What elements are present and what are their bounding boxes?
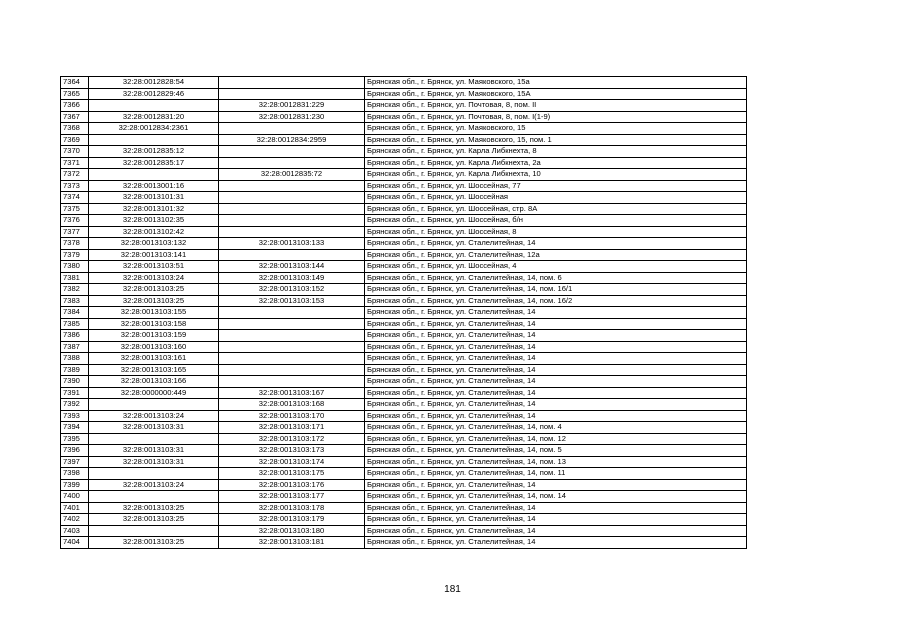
page-number: 181 [444,584,461,595]
row-number-cell: 7364 [61,77,89,89]
row-number-cell: 7397 [61,456,89,468]
object-cadastral-number-cell [219,180,365,192]
address-cell: Брянская обл., г. Брянск, ул. Шоссейная, 77 [365,180,747,192]
object-cadastral-number-cell [219,226,365,238]
table-row [61,479,747,491]
address-cell: Брянская обл., г. Брянск, ул. Шоссейная, 8 [365,226,747,238]
row-number-cell: 7378 [61,238,89,250]
table-row [61,100,747,112]
row-number-cell: 7374 [61,192,89,204]
land-plot-cadastral-number-cell [89,468,219,480]
table-row [61,341,747,353]
address-cell: Брянская обл., г. Брянск, ул. Сталелитейная, 14 [365,341,747,353]
table-row [61,203,747,215]
land-plot-cadastral-number-cell: 32:28:0013102:42 [89,226,219,238]
table-row [61,238,747,250]
address-cell: Брянская обл., г. Брянск, ул. Сталелитейная, 12а [365,249,747,261]
table-row [61,364,747,376]
table-row [61,169,747,181]
object-cadastral-number-cell: 32:28:0013103:152 [219,284,365,296]
land-plot-cadastral-number-cell: 32:28:0012835:17 [89,157,219,169]
object-cadastral-number-cell [219,341,365,353]
address-cell: Брянская обл., г. Брянск, ул. Сталелитейная, 14 [365,238,747,250]
row-number-cell: 7400 [61,491,89,503]
object-cadastral-number-cell: 32:28:0013103:153 [219,295,365,307]
land-plot-cadastral-number-cell: 32:28:0012831:20 [89,111,219,123]
row-number-cell: 7370 [61,146,89,158]
address-cell: Брянская обл., г. Брянск, ул. Маяковского, 15 [365,123,747,135]
address-cell: Брянская обл., г. Брянск, ул. Маяковского, 15, пом. 1 [365,134,747,146]
object-cadastral-number-cell: 32:28:0013103:144 [219,261,365,273]
address-cell: Брянская обл., г. Брянск, ул. Сталелитейная, 14, пом. 12 [365,433,747,445]
address-cell: Брянская обл., г. Брянск, ул. Сталелитейная, 14, пом. 13 [365,456,747,468]
address-cell: Брянская обл., г. Брянск, ул. Маяковского, 15А [365,88,747,100]
land-plot-cadastral-number-cell: 32:28:0013103:161 [89,353,219,365]
address-cell: Брянская обл., г. Брянск, ул. Почтовая, 8, пом. I(1-9) [365,111,747,123]
land-plot-cadastral-number-cell [89,169,219,181]
object-cadastral-number-cell: 32:28:0013103:171 [219,422,365,434]
row-number-cell: 7394 [61,422,89,434]
table-row [61,468,747,480]
land-plot-cadastral-number-cell: 32:28:0013103:51 [89,261,219,273]
object-cadastral-number-cell [219,77,365,89]
row-number-cell: 7392 [61,399,89,411]
object-cadastral-number-cell [219,376,365,388]
row-number-cell: 7390 [61,376,89,388]
land-plot-cadastral-number-cell [89,491,219,503]
table-row [61,537,747,549]
land-plot-cadastral-number-cell: 32:28:0013103:25 [89,284,219,296]
row-number-cell: 7387 [61,341,89,353]
address-cell: Брянская обл., г. Брянск, ул. Шоссейная, стр. 8А [365,203,747,215]
row-number-cell: 7367 [61,111,89,123]
land-plot-cadastral-number-cell: 32:28:0013101:31 [89,192,219,204]
table-row [61,123,747,135]
table-row [61,215,747,227]
address-cell: Брянская обл., г. Брянск, ул. Сталелитейная, 14 [365,410,747,422]
land-plot-cadastral-number-cell [89,525,219,537]
table-row [61,399,747,411]
address-cell: Брянская обл., г. Брянск, ул. Сталелитейная, 14 [365,307,747,319]
row-number-cell: 7402 [61,514,89,526]
row-number-cell: 7396 [61,445,89,457]
table-row [61,376,747,388]
row-number-cell: 7366 [61,100,89,112]
object-cadastral-number-cell [219,203,365,215]
land-plot-cadastral-number-cell: 32:28:0013103:31 [89,422,219,434]
object-cadastral-number-cell [219,249,365,261]
land-plot-cadastral-number-cell: 32:28:0013103:159 [89,330,219,342]
table-row [61,157,747,169]
land-plot-cadastral-number-cell: 32:28:0013103:24 [89,410,219,422]
object-cadastral-number-cell: 32:28:0013103:181 [219,537,365,549]
object-cadastral-number-cell [219,307,365,319]
land-plot-cadastral-number-cell: 32:28:0013103:141 [89,249,219,261]
land-plot-cadastral-number-cell: 32:28:0013103:31 [89,445,219,457]
row-number-cell: 7372 [61,169,89,181]
table-row [61,272,747,284]
table-row [61,445,747,457]
table-row [61,387,747,399]
row-number-cell: 7389 [61,364,89,376]
address-cell: Брянская обл., г. Брянск, ул. Сталелитейная, 14, пом. 14 [365,491,747,503]
land-plot-cadastral-number-cell [89,134,219,146]
land-plot-cadastral-number-cell [89,399,219,411]
land-plot-cadastral-number-cell: 32:28:0012834:2361 [89,123,219,135]
address-cell: Брянская обл., г. Брянск, ул. Почтовая, 8, пом. II [365,100,747,112]
object-cadastral-number-cell [219,146,365,158]
row-number-cell: 7383 [61,295,89,307]
land-plot-cadastral-number-cell [89,433,219,445]
object-cadastral-number-cell: 32:28:0013103:175 [219,468,365,480]
row-number-cell: 7403 [61,525,89,537]
table-row [61,249,747,261]
land-plot-cadastral-number-cell: 32:28:0013103:166 [89,376,219,388]
row-number-cell: 7398 [61,468,89,480]
land-plot-cadastral-number-cell: 32:28:0013103:25 [89,537,219,549]
row-number-cell: 7365 [61,88,89,100]
object-cadastral-number-cell: 32:28:0013103:173 [219,445,365,457]
table-row [61,433,747,445]
table-row [61,514,747,526]
table-row [61,134,747,146]
address-cell: Брянская обл., г. Брянск, ул. Сталелитейная, 14 [365,514,747,526]
address-cell: Брянская обл., г. Брянск, ул. Карла Либкнехта, 10 [365,169,747,181]
row-number-cell: 7373 [61,180,89,192]
object-cadastral-number-cell: 32:28:0012835:72 [219,169,365,181]
row-number-cell: 7371 [61,157,89,169]
land-plot-cadastral-number-cell: 32:28:0013103:165 [89,364,219,376]
object-cadastral-number-cell: 32:28:0012834:2959 [219,134,365,146]
land-plot-cadastral-number-cell: 32:28:0013103:31 [89,456,219,468]
row-number-cell: 7404 [61,537,89,549]
land-plot-cadastral-number-cell: 32:28:0013103:25 [89,295,219,307]
object-cadastral-number-cell [219,88,365,100]
table-row [61,77,747,89]
object-cadastral-number-cell [219,353,365,365]
address-cell: Брянская обл., г. Брянск, ул. Карла Либкнехта, 8 [365,146,747,158]
object-cadastral-number-cell [219,192,365,204]
row-number-cell: 7381 [61,272,89,284]
table-row [61,525,747,537]
object-cadastral-number-cell: 32:28:0012831:230 [219,111,365,123]
table-row [61,353,747,365]
address-cell: Брянская обл., г. Брянск, ул. Сталелитейная, 14 [365,364,747,376]
table-row [61,146,747,158]
row-number-cell: 7391 [61,387,89,399]
row-number-cell: 7395 [61,433,89,445]
table-row [61,307,747,319]
table-row [61,88,747,100]
land-plot-cadastral-number-cell: 32:28:0000000:449 [89,387,219,399]
table-row [61,318,747,330]
address-cell: Брянская обл., г. Брянск, ул. Сталелитейная, 14 [365,537,747,549]
land-plot-cadastral-number-cell: 32:28:0013001:16 [89,180,219,192]
address-cell: Брянская обл., г. Брянск, ул. Сталелитейная, 14, пом. 5 [365,445,747,457]
object-cadastral-number-cell: 32:28:0013103:176 [219,479,365,491]
address-cell: Брянская обл., г. Брянск, ул. Сталелитейная, 14, пом. 16/2 [365,295,747,307]
object-cadastral-number-cell [219,157,365,169]
table-row [61,330,747,342]
object-cadastral-number-cell: 32:28:0013103:149 [219,272,365,284]
land-plot-cadastral-number-cell: 32:28:0013103:155 [89,307,219,319]
row-number-cell: 7382 [61,284,89,296]
row-number-cell: 7385 [61,318,89,330]
row-number-cell: 7399 [61,479,89,491]
address-cell: Брянская обл., г. Брянск, ул. Сталелитейная, 14 [365,376,747,388]
address-cell: Брянская обл., г. Брянск, ул. Сталелитейная, 14 [365,387,747,399]
row-number-cell: 7393 [61,410,89,422]
table-row [61,422,747,434]
table-row [61,491,747,503]
address-cell: Брянская обл., г. Брянск, ул. Шоссейная [365,192,747,204]
land-plot-cadastral-number-cell: 32:28:0013102:35 [89,215,219,227]
object-cadastral-number-cell: 32:28:0013103:170 [219,410,365,422]
land-plot-cadastral-number-cell: 32:28:0013103:25 [89,502,219,514]
land-plot-cadastral-number-cell: 32:28:0013103:25 [89,514,219,526]
object-cadastral-number-cell [219,318,365,330]
address-cell: Брянская обл., г. Брянск, ул. Сталелитейная, 14 [365,330,747,342]
table-row [61,295,747,307]
table-row [61,410,747,422]
table-row [61,226,747,238]
address-cell: Брянская обл., г. Брянск, ул. Маяковского, 15а [365,77,747,89]
object-cadastral-number-cell [219,123,365,135]
address-cell: Брянская обл., г. Брянск, ул. Шоссейная, 4 [365,261,747,273]
object-cadastral-number-cell: 32:28:0013103:179 [219,514,365,526]
land-plot-cadastral-number-cell: 32:28:0012835:12 [89,146,219,158]
cadastral-registry-table [60,76,747,549]
table-row [61,261,747,273]
row-number-cell: 7376 [61,215,89,227]
row-number-cell: 7379 [61,249,89,261]
land-plot-cadastral-number-cell: 32:28:0013103:158 [89,318,219,330]
address-cell: Брянская обл., г. Брянск, ул. Сталелитейная, 14 [365,525,747,537]
table-row [61,456,747,468]
object-cadastral-number-cell: 32:28:0013103:172 [219,433,365,445]
table-row [61,180,747,192]
address-cell: Брянская обл., г. Брянск, ул. Сталелитейная, 14 [365,502,747,514]
address-cell: Брянская обл., г. Брянск, ул. Сталелитейная, 14, пом. 4 [365,422,747,434]
object-cadastral-number-cell: 32:28:0013103:180 [219,525,365,537]
table-row [61,192,747,204]
address-cell: Брянская обл., г. Брянск, ул. Шоссейная, б/н [365,215,747,227]
row-number-cell: 7375 [61,203,89,215]
row-number-cell: 7369 [61,134,89,146]
address-cell: Брянская обл., г. Брянск, ул. Сталелитейная, 14 [365,399,747,411]
table-row [61,284,747,296]
land-plot-cadastral-number-cell: 32:28:0013103:132 [89,238,219,250]
land-plot-cadastral-number-cell: 32:28:0013101:32 [89,203,219,215]
address-cell: Брянская обл., г. Брянск, ул. Сталелитейная, 14, пом. 16/1 [365,284,747,296]
land-plot-cadastral-number-cell [89,100,219,112]
row-number-cell: 7377 [61,226,89,238]
object-cadastral-number-cell: 32:28:0013103:168 [219,399,365,411]
table-row [61,502,747,514]
object-cadastral-number-cell [219,364,365,376]
table-row [61,111,747,123]
object-cadastral-number-cell [219,215,365,227]
row-number-cell: 7401 [61,502,89,514]
address-cell: Брянская обл., г. Брянск, ул. Сталелитейная, 14 [365,353,747,365]
object-cadastral-number-cell: 32:28:0013103:174 [219,456,365,468]
row-number-cell: 7368 [61,123,89,135]
object-cadastral-number-cell: 32:28:0013103:133 [219,238,365,250]
land-plot-cadastral-number-cell: 32:28:0013103:24 [89,272,219,284]
row-number-cell: 7386 [61,330,89,342]
registry-table-body [61,77,747,549]
address-cell: Брянская обл., г. Брянск, ул. Сталелитейная, 14 [365,318,747,330]
address-cell: Брянская обл., г. Брянск, ул. Сталелитейная, 14, пом. 11 [365,468,747,480]
land-plot-cadastral-number-cell: 32:28:0012829:46 [89,88,219,100]
row-number-cell: 7380 [61,261,89,273]
address-cell: Брянская обл., г. Брянск, ул. Сталелитейная, 14, пом. 6 [365,272,747,284]
land-plot-cadastral-number-cell: 32:28:0013103:160 [89,341,219,353]
address-cell: Брянская обл., г. Брянск, ул. Карла Либкнехта, 2а [365,157,747,169]
row-number-cell: 7388 [61,353,89,365]
object-cadastral-number-cell [219,330,365,342]
land-plot-cadastral-number-cell: 32:28:0013103:24 [89,479,219,491]
object-cadastral-number-cell: 32:28:0013103:178 [219,502,365,514]
object-cadastral-number-cell: 32:28:0013103:167 [219,387,365,399]
row-number-cell: 7384 [61,307,89,319]
object-cadastral-number-cell: 32:28:0013103:177 [219,491,365,503]
land-plot-cadastral-number-cell: 32:28:0012828:54 [89,77,219,89]
address-cell: Брянская обл., г. Брянск, ул. Сталелитейная, 14 [365,479,747,491]
object-cadastral-number-cell: 32:28:0012831:229 [219,100,365,112]
